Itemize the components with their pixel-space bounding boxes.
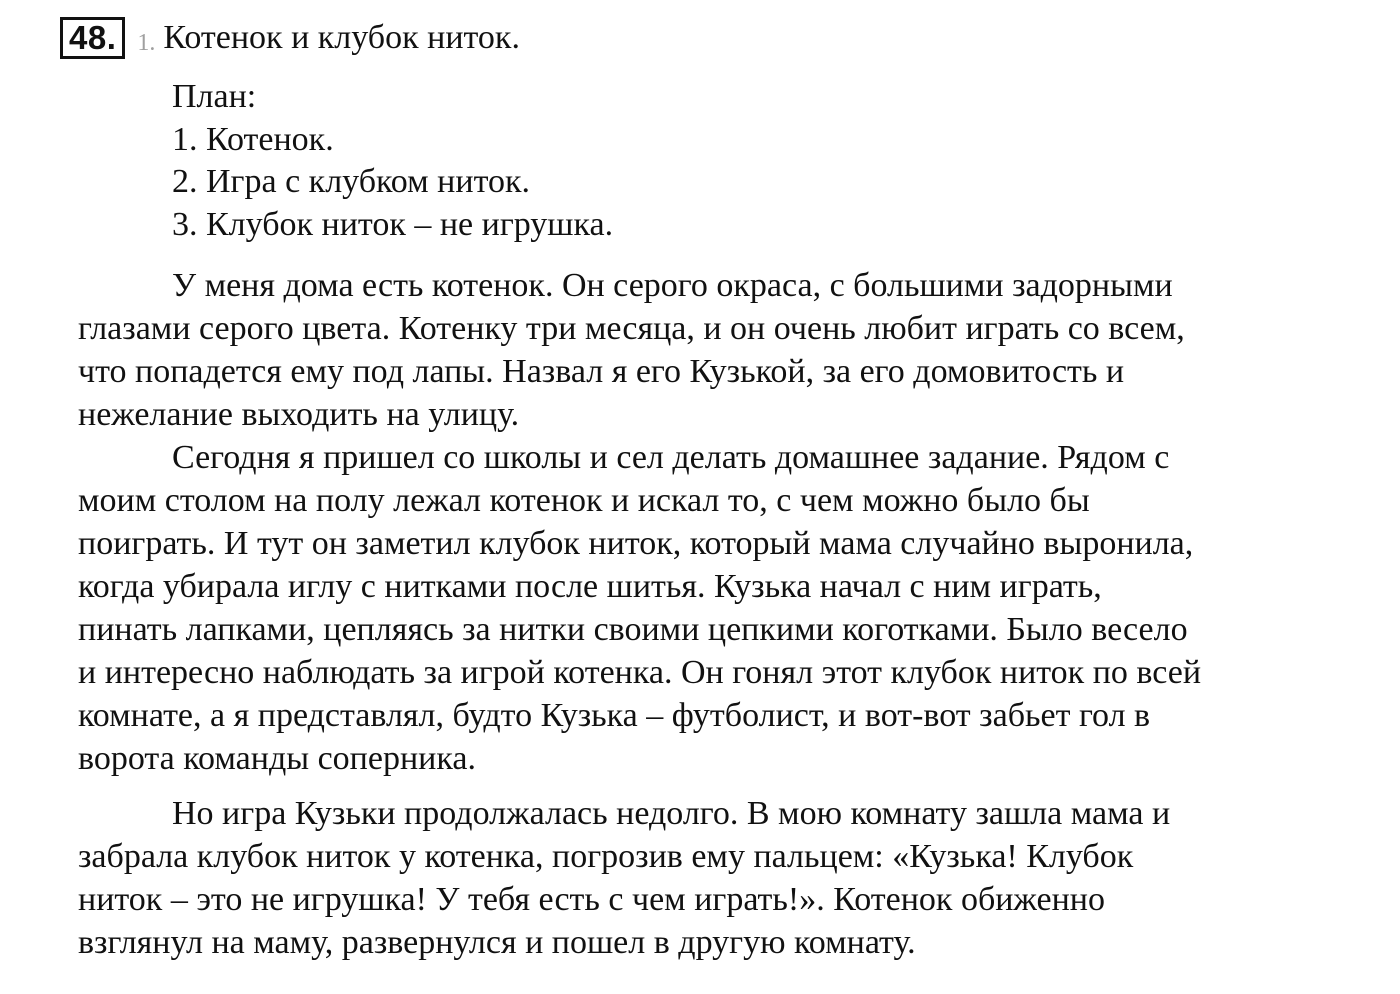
text-line: ворота команды соперника. <box>78 740 476 777</box>
text-line: глазами серого цвета. Котенку три месяца, и он очень любит играть со всем, <box>78 310 1185 347</box>
text-line: Сегодня я пришел со школы и сел делать домашнее задание. Рядом с <box>172 439 1170 476</box>
task-sub-number: 1. <box>137 29 156 56</box>
text-line: и интересно наблюдать за игрой котенка. Он гонял этот клубок ниток по всей <box>78 654 1202 691</box>
text-line: У меня дома есть котенок. Он серого окраса, с большими задорными <box>172 267 1173 304</box>
text-line: когда убирала иглу с нитками после шитья. Кузька начал с ним играть, <box>78 568 1102 605</box>
text-line: пинать лапками, цепляясь за нитки своими цепкими коготками. Было весело <box>78 611 1188 648</box>
text-line: поиграть. И тут он заметил клубок ниток, который мама случайно выронила, <box>78 525 1194 562</box>
essay-plan <box>172 76 613 246</box>
text-line: ниток – это не игрушка! У тебя есть с чем играть!». Котенок обиженно <box>78 881 1105 918</box>
plan-heading: План: <box>172 78 257 115</box>
essay-title: Котенок и клубок ниток. <box>163 19 520 56</box>
exercise-number: 48. <box>60 17 125 59</box>
plan-item: 1. Котенок. <box>172 120 334 158</box>
plan-item: 3. Клубок ниток – не игрушка. <box>172 205 614 243</box>
text-line: комнате, а я представлял, будто Кузька – футболист, и вот-вот забьет гол в <box>78 697 1151 734</box>
text-line: Но игра Кузьки продолжалась недолго. В мою комнату зашла мама и <box>172 795 1171 832</box>
text-line: нежелание выходить на улицу. <box>78 396 520 433</box>
text-line: моим столом на полу лежал котенок и искал то, с чем можно было бы <box>78 482 1090 519</box>
text-line: взглянул на маму, развернулся и пошел в другую комнату. <box>78 924 916 961</box>
text-line: забрала клубок ниток у котенка, погрозив ему пальцем: «Кузька! Клубок <box>78 838 1134 875</box>
exercise-header <box>60 16 520 60</box>
plan-item: 2. Игра с клубком ниток. <box>172 163 530 200</box>
text-line: что попадется ему под лапы. Назвал я его Кузькой, за его домовитость и <box>78 353 1125 390</box>
